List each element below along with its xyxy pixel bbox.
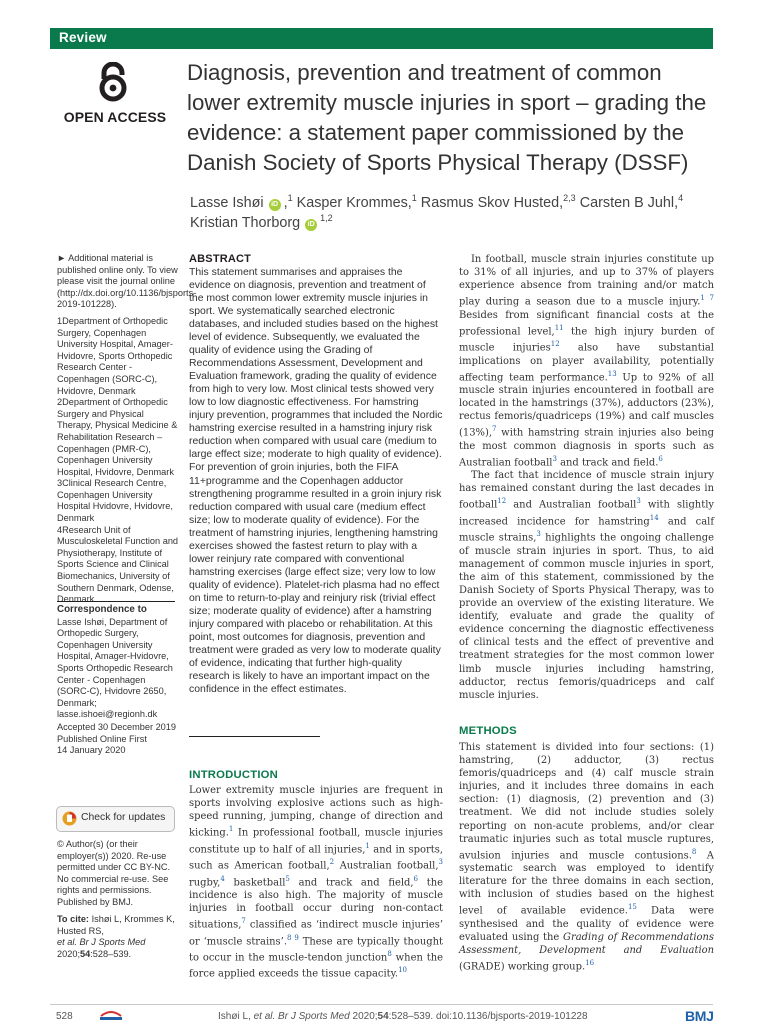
- introduction-heading: INTRODUCTION: [189, 769, 279, 781]
- footer-divider: [50, 1004, 713, 1005]
- reference-link[interactable]: 14: [649, 513, 659, 522]
- cite-journal: et al. Br J Sports Med: [57, 937, 146, 948]
- reference-link[interactable]: 15: [627, 903, 637, 912]
- reference-link[interactable]: 1: [365, 841, 370, 850]
- footer-citation: Ishøi L, et al. Br J Sports Med 2020;54:528–539. doi:10.1136/bjsports-2019-101228: [218, 1011, 588, 1022]
- methods-heading: METHODS: [459, 725, 517, 737]
- reference-link[interactable]: 3: [636, 497, 641, 506]
- cite-block: [57, 914, 179, 960]
- page-number: 528: [56, 1011, 73, 1022]
- correspondence-address: Lasse Ishøi, Department of Orthopedic Surgery, Copenhagen University Hospital, Amager-Hvidovre, Sports Orthopedic Research Center - Copenhagen (SORC-C), Hvidovre 2650, Denmark; lasse.ishoei@regionh.dk: [57, 616, 173, 720]
- author-list-line-1: Lasse Ishøi iD ,$^1$ Kasper Krommes,$^1$ Rasmus Skov Husted,$^{2,3}$ Carsten B Juhl,$^4$: [190, 193, 684, 211]
- affiliation: 2Department of Orthopedic Surgery and Physical Therapy, Physical Medicine & Rehabilitation Research – Copenhagen (PMR-C), Copenhagen University Hospital, Hvidovre, Denmark: [57, 397, 178, 477]
- right-column-text: [459, 253, 714, 702]
- reference-link[interactable]: 3: [536, 530, 541, 539]
- bmj-logo[interactable]: BMJ: [685, 1008, 714, 1024]
- sidebar-affiliations: [57, 253, 197, 611]
- divider: [189, 736, 320, 737]
- abstract-heading: ABSTRACT: [189, 253, 252, 265]
- section-header-bar: [50, 28, 713, 49]
- reference-link[interactable]: 4: [220, 874, 225, 883]
- reference-link[interactable]: 12: [497, 497, 507, 506]
- reference-link[interactable]: 8: [691, 847, 697, 856]
- basp-logo: [98, 1007, 124, 1022]
- reference-link[interactable]: 3: [552, 454, 557, 463]
- author-name[interactable]: Kristian Thorborg: [190, 214, 301, 231]
- cite-label: To cite:: [57, 914, 89, 924]
- cite-year: 2020;: [57, 948, 80, 959]
- reference-link[interactable]: 6: [658, 454, 663, 463]
- introduction-text: Lower extremity muscle injuries are frequent in sports involving explosive actions such as high-speed running, jumping, change of direction and kicking.$^1$ In professional football, muscle injuries constitute up to half of all injuries,$^1$ and in sports, such as American football,$^2$ Australian football,$^3$ rugby,$^4$ basketball$^5$ and track and field,$^6$ the incidence is also high. The majority of muscle injuries in football occur during non-contact situations,$^7$ classified as ‘indirect muscle injuries’ or ‘muscle strains’.$^{8 9}$ These are typically thought to occur in the muscle-tendon junction$^8$ when the force applied exceeds the tissue capacity.$^{10}$: [189, 785, 443, 980]
- affiliation-ref: 2,3: [563, 193, 576, 203]
- cite-pages: :528–539.: [90, 948, 132, 959]
- reference-link[interactable]: 5: [285, 874, 290, 883]
- reference-link[interactable]: 6: [413, 874, 418, 883]
- affiliation: 3Clinical Research Centre, Copenhagen University Hospital Hvidovre, Hvidovre, Denmark: [57, 478, 173, 524]
- author-name[interactable]: Lasse Ishøi: [190, 194, 264, 211]
- cite-authors: Ishøi L, Krommes K, Husted RS,: [57, 914, 175, 936]
- abstract-text: This statement summarises and appraises the evidence on diagnosis, prevention and treatment of the most common lower extremity muscle injuries in sport. We systematically searched electronic databases, and included studies based on the highest level of evidence. Subsequently, we evaluated the quality of evidence using the Grading of Recommendations Assessment, Development and Evaluation framework, grading the quality of evidence from high to very low. Most clinical tests showed very low to low diagnostic effectiveness. For hamstring injury prevention, programmes that included the Nordic hamstring exercise resulted in a hamstring injury risk reduction when compared with usual care (medium to large effect size; moderate to high quality of evidence). For prevention of groin injuries, both the FIFA 11+programme and the Copenhagen adductor strengthening programme resulted in a groin injury risk reduction compared with usual care (medium effect size; low to moderate quality of evidence). For the treatment of hamstring injuries, lengthening hamstring exercises showed the fastest return to play with a lower reinjury rate compared with conventional hamstring exercises (large effect size; very low to low quality of evidence). Platelet-rich plasma had no effect on time to return-to-play and reinjury risk (trivial effect size; moderate quality of evidence) after a hamstring injury compared with placebo or rehabilitation. At this point, most outcomes for diagnosis, prevention and treatment were graded as very low to moderate quality of evidence, indicating that further high-quality research is likely to have an important impact on the confidence in the effect estimates.: [189, 267, 443, 695]
- reference-link[interactable]: 3: [438, 858, 443, 867]
- article-title: Diagnosis, prevention and treatment of common lower extremity muscle injuries in sport – grading the evidence: a statement paper commissioned by the Danish Society of Sports Physical Therapy (DSSF): [187, 60, 707, 175]
- paragraph: In football, muscle strain injuries constitute up to 31% of all injuries, and up to 37% of players experience absence from training and/or match play during a season due to a muscle injury.$^{1 7}$ Besides from significant financial costs at the professional level,$^{11}$ the high injury burden of muscle injuries$^{12}$ also have substantial implications on player availability, potentially affecting team performance.$^{13}$ Up to 92% of all muscle strain injuries encountered in football are located in the hamstrings (37%), adductors (23%), rectus femoris/quadriceps (19%) and calf muscles (13%),$^7$ with hamstring strain injuries also being the most common diagnosis in sports such as Australian football$^3$ and track and field.$^6$: [459, 254, 714, 469]
- reference-link[interactable]: 7: [241, 917, 246, 926]
- author-name[interactable]: Rasmus Skov Husted,: [420, 194, 564, 211]
- affiliation-ref: 1: [287, 193, 293, 203]
- orcid-icon[interactable]: iD: [269, 199, 281, 211]
- check-updates-label: Check for updates: [81, 812, 166, 823]
- affiliation-ref: 4: [678, 193, 684, 203]
- reference-link[interactable]: 7: [492, 425, 497, 434]
- affiliation: 1Department of Orthopedic Surgery, Copenhagen University Hospital, Amager-Hvidovre, Sports Orthopedic Research Center - Copenhagen (SORC-C), Hvidovre, Denmark: [57, 315, 173, 396]
- reference-link[interactable]: 1: [228, 825, 234, 834]
- published-label: Published Online First: [57, 733, 147, 744]
- divider: [57, 601, 175, 602]
- cite-volume: 54: [80, 948, 91, 959]
- reference-link[interactable]: 8: [387, 949, 392, 958]
- reference-link[interactable]: 10: [398, 966, 407, 975]
- reference-link[interactable]: 12: [550, 340, 560, 349]
- dates-block: [57, 722, 179, 757]
- published-date: 14 January 2020: [57, 745, 126, 756]
- paragraph: The fact that incidence of muscle strain injury has remained constant during the last decades in football$^{12}$ and Australian football$^3$ with slightly increased incidence for hamstring$^{14}$ and calf muscle strains,$^3$ highlights the ongoing challenge of muscle strain injuries in sport. Thus, to aid management of common muscle injuries in sport, the aim of this statement, commissioned by the Danish Society of Sports Physical Therapy, was to provide an overview of the existing literature. We identify, evaluate and grade the quality of evidence concerning the diagnostic effectiveness of clinical tests and the effect of preventive and treatment strategies for the most common lower limb muscle injuries including hamstring, adductor, rectus femoris/quadriceps and calf muscle injuries.: [459, 470, 714, 701]
- reference-link[interactable]: 2: [329, 858, 335, 867]
- supplementary-note: ► Additional material is published online only. To view please visit the journal online (http://dx.doi.org/10.1136/bjsports-2019-101228).: [57, 253, 197, 310]
- section-label: Review: [59, 30, 107, 45]
- affiliation-ref: 1: [411, 193, 417, 203]
- check-for-updates-button[interactable]: [56, 806, 175, 832]
- reference-link[interactable]: 16: [585, 959, 595, 968]
- affiliation-ref: 1,2: [320, 213, 333, 223]
- reference-link[interactable]: 13: [607, 369, 617, 378]
- license-block: [57, 839, 179, 914]
- affiliation: 4Research Unit of Musculoskeletal Function and Physiotherapy, Institute of Sports Science and Clinical Biomechanics, University of Southern Denmark, Odense, Denmark: [57, 524, 179, 605]
- open-access-lock-icon: [96, 62, 130, 102]
- open-access-label: OPEN ACCESS: [63, 109, 167, 125]
- orcid-icon[interactable]: iD: [305, 219, 317, 231]
- reference-link[interactable]: 1 7: [700, 294, 714, 303]
- check-updates-icon: [62, 811, 77, 826]
- reference-link[interactable]: 11: [554, 323, 564, 332]
- license-text: © Author(s) (or their employer(s)) 2020. Re-use permitted under CC BY-NC. No commercial re-use. See rights and permissions. Published by BMJ.: [57, 839, 171, 907]
- accepted-date: Accepted 30 December 2019: [57, 722, 177, 732]
- methods-text: This statement is divided into four sections: (1) hamstring, (2) adductor, (3) rectus femoris/quadriceps and (4) calf muscle strain injuries, and it includes three domains in each section: (1) diagnosis, (2) prevention and (3) treatment. We did not include studies solely reporting on non-acute problems, and/or clear traumatic injuries such as total muscle ruptures, avulsion injuries and muscle contusions.$^8$ A systematic search was employed to identify literature for the three domains in each section, with inclusion of studies based on the highest level of available evidence.$^{15}$ Data were synthesised and the quality of evidence were evaluated using the Grading of Recommendations Assessment, Development and Evaluation (GRADE) working group.$^{16}$: [459, 742, 714, 973]
- author-list-line-2: [190, 213, 333, 231]
- correspondence-heading: Correspondence to: [57, 604, 147, 615]
- correspondence-block: [57, 604, 179, 726]
- reference-link[interactable]: 8 9: [286, 933, 299, 942]
- author-name[interactable]: Carsten B Juhl,: [579, 194, 679, 211]
- author-name[interactable]: Kasper Krommes,: [296, 194, 412, 211]
